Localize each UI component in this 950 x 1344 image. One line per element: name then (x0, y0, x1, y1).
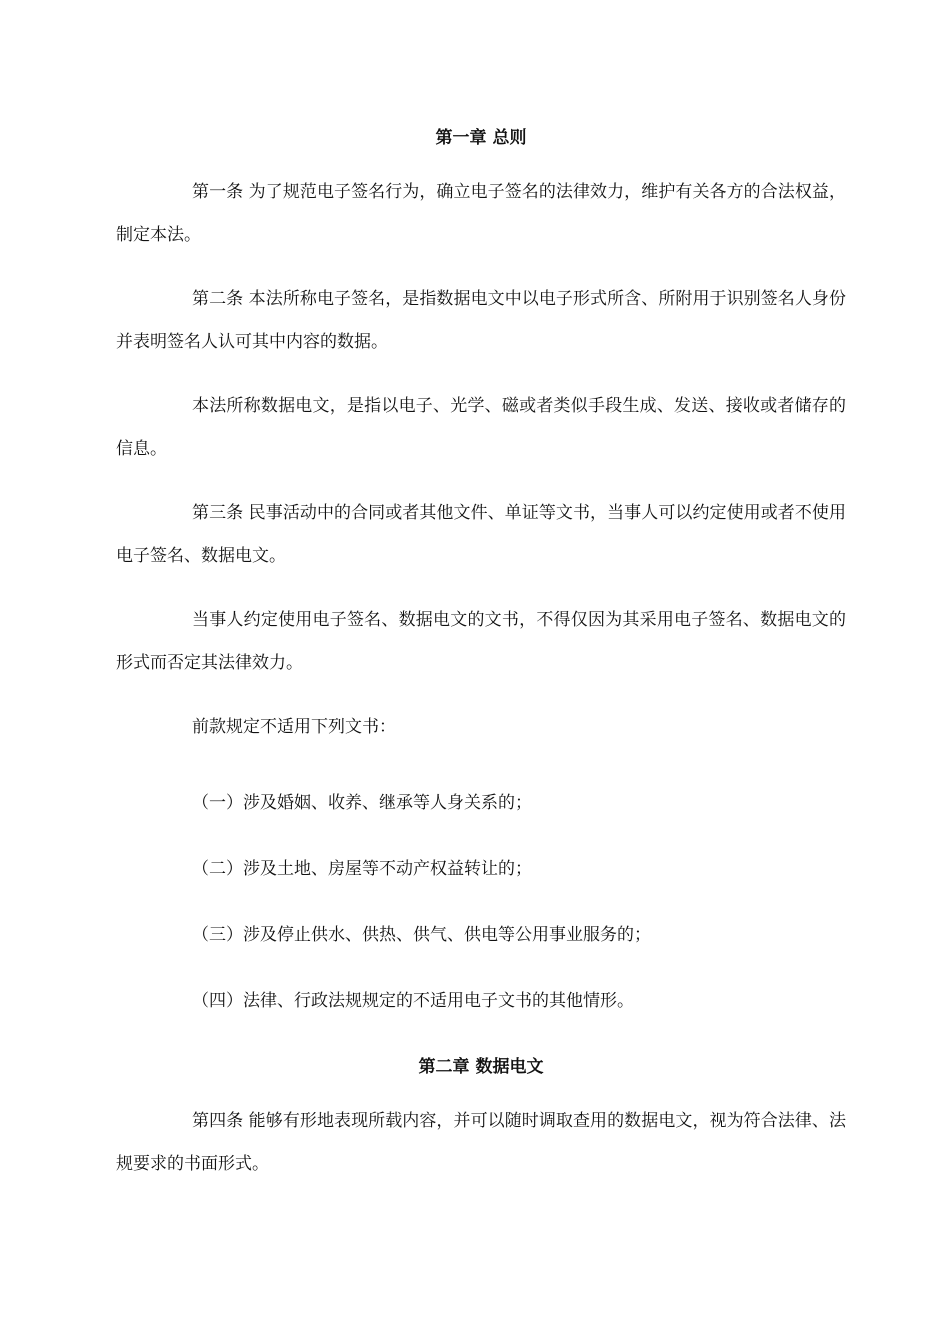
article-paragraph: 前款规定不适用下列文书： (192, 717, 396, 737)
article-paragraph: 第一条 为了规范电子签名行为，确立电子签名的法律效力，维护有关各方的合法权益，制定本法。 (116, 182, 846, 245)
article-paragraph: 第二条 本法所称电子签名，是指数据电文中以电子形式所含、所附用于识别签名人身份并表明签名人认可其中内容的数据。 (116, 289, 846, 352)
article-paragraph: 第三条 民事活动中的合同或者其他文件、单证等文书，当事人可以约定使用或者不使用电子签名、数据电文。 (116, 503, 846, 566)
article-paragraph: 本法所称数据电文，是指以电子、光学、磁或者类似手段生成、发送、接收或者储存的信息。 (116, 396, 846, 459)
list-item: （三）涉及停止供水、供热、供气、供电等公用事业服务的； (192, 925, 651, 945)
article-paragraph: 当事人约定使用电子签名、数据电文的文书，不得仅因为其采用电子签名、数据电文的形式而否定其法律效力。 (116, 610, 846, 673)
list-item: （一）涉及婚姻、收养、继承等人身关系的； (192, 793, 532, 813)
list-item: （二）涉及土地、房屋等不动产权益转让的； (192, 859, 532, 879)
chapter-title: 第一章 总则 (435, 128, 527, 148)
list-item: （四）法律、行政法规规定的不适用电子文书的其他情形。 (192, 991, 634, 1011)
article-paragraph: 第四条 能够有形地表现所载内容，并可以随时调取查用的数据电文，视为符合法律、法规要求的书面形式。 (116, 1111, 846, 1174)
chapter-title: 第二章 数据电文 (418, 1057, 544, 1077)
